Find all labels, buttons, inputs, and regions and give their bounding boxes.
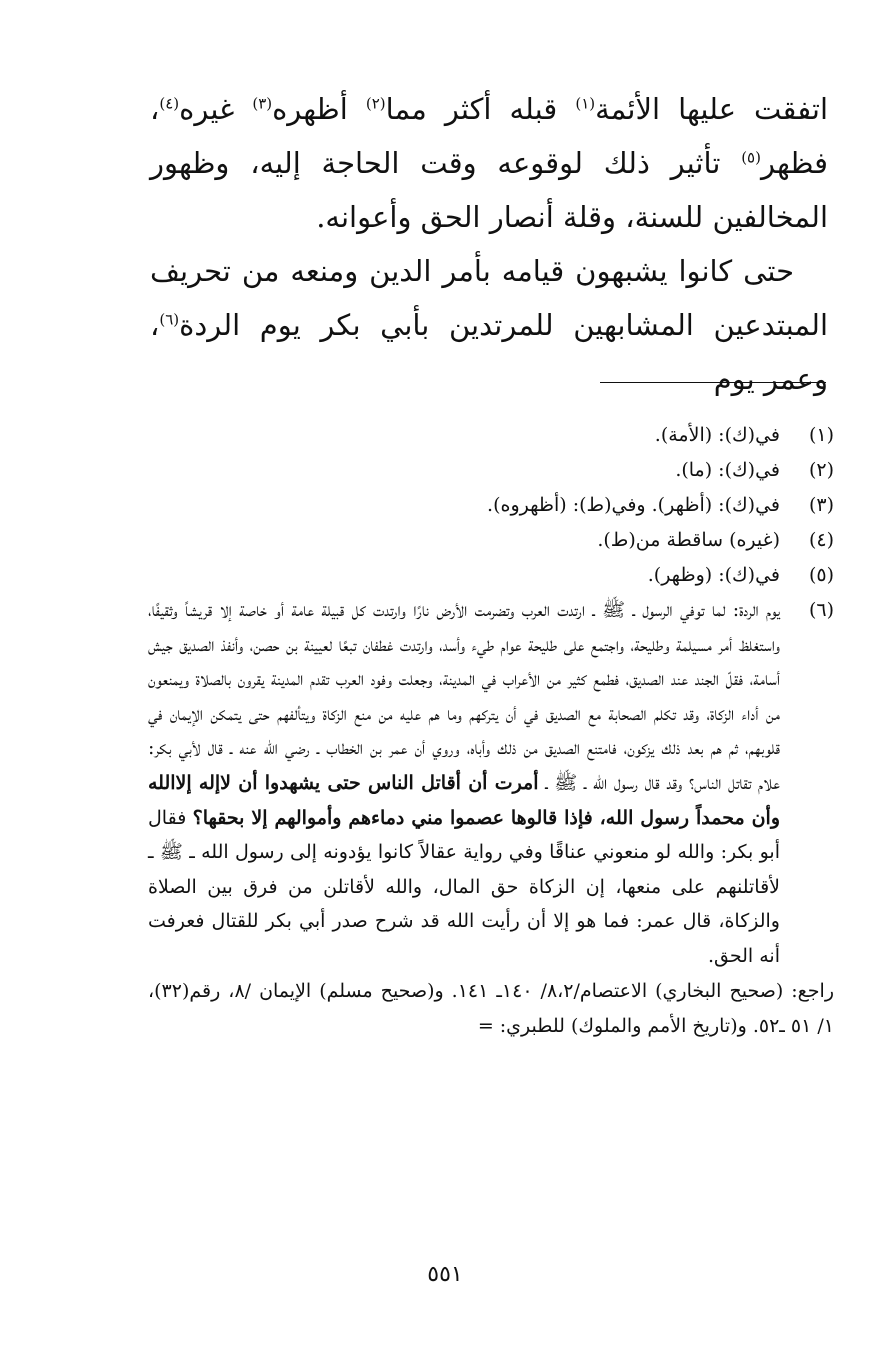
footnote-text: (غيره) ساقطة من(ط). bbox=[597, 529, 780, 551]
text-segment: ، وعمر يوم bbox=[150, 308, 828, 396]
footnote-number: (٣) bbox=[808, 494, 834, 516]
footnote-separator bbox=[600, 382, 826, 383]
footnote-1 bbox=[148, 418, 834, 453]
main-text bbox=[150, 82, 828, 406]
footnote-ref-1[interactable]: (١) bbox=[575, 94, 596, 113]
footnote-ref-6[interactable]: (٦) bbox=[159, 310, 180, 329]
source-reference: راجع: (صحيح البخاري) الاعتصام/٨،٢/ ١٤٠ـ ١٤١. و(صحيح مسلم) الإيمان /٨، رقم(٣٢)، ١/ ٥١ ـ٥٢. و(تاريخ الأمم والملوك) للطبري: = bbox=[148, 979, 834, 1037]
footnote-3 bbox=[148, 488, 834, 523]
footnote-6 bbox=[148, 593, 834, 974]
text-segment: اتفقت عليها الأئمة bbox=[595, 92, 828, 126]
footnotes bbox=[148, 418, 834, 1044]
text-segment: قبله أكثر مما bbox=[385, 92, 576, 126]
text-segment: غيره bbox=[179, 92, 253, 126]
footnote-4 bbox=[148, 523, 834, 558]
footnote-ref-2[interactable]: (٢) bbox=[365, 94, 386, 113]
footnote-number: (١) bbox=[808, 424, 834, 446]
footnote-ref-3[interactable]: (٣) bbox=[252, 94, 273, 113]
text-segment: حتى كانوا يشبهون قيامه بأمر الدين ومنعه من تحريف المبتدعين المشابهين للمرتدين بأبي بكر يوم الردة bbox=[150, 254, 828, 342]
footnote-2 bbox=[148, 453, 834, 488]
hadith-quote: أمرت أن أقاتل الناس حتى يشهدوا أن لاإله إلاالله وأن محمداً رسول الله، فإذا قالوها عصموا مني دماءهم وأموالهم إلا بحقها؟ bbox=[148, 771, 780, 829]
text-segment: تأثير ذلك لوقوعه وقت الحاجة إليه، وظهور المخالفين للسنة، وقلة أنصار الحق وأعوانه. bbox=[150, 146, 828, 234]
footnote-number: (٤) bbox=[808, 529, 834, 551]
footnote-text bbox=[148, 593, 780, 974]
paragraph-1 bbox=[150, 82, 828, 244]
footnote-text-segment: فقال أبو بكر: والله لو منعوني عناقًا وفي رواية عقالاً كانوا يؤدونه إلى رسول الله ـ ﷺ ـ لأقاتلنهم على منعها، إن الزكاة حق المال، والله لأقاتلن من فرق بين الصلاة والزكاة، قال عمر: فما هو إلا أن رأيت الله قد شرح صدر أبي بكر للقتال فعرفت أنه الحق. bbox=[148, 806, 780, 967]
footnote-number: (٦) bbox=[808, 599, 834, 621]
footnote-text-segment: يوم الردة: لما توفي الرسول ـ ﷺ ـ ارتدت العرب وتضرمت الأرض نارًا وارتدت كل قبيلة عامة أو خاصة إلا قريشاً وثقيفًا، واستغلظ أمر مسيلمة وطليحة، واجتمع على طليحة عوام طيء وأسد، وارتدت غطفان تبعًا لعيينة بن حصن، وأنفذ الصديق جيش أسامة، فقلّ الجند عند الصديق، فطمع كثير من الأعراب في المدينة، وجعلت وفود العرب تقدم المدينة يقرون بالصلاة ويمنعون من أداء الزكاة، وقد تكلم الصحابة مع الصديق في أن يتركهم وما هم عليه من منع الزكاة ويتألفهم حتى يتمكن الإيمان في قلوبهم، ثم هم بعد ذلك يزكون، فامتنع الصديق من ذلك وأباه، وروي أن عمر بن الخطاب ـ رضي الله عنه ـ قال لأبي بكر: علام تقاتل الناس؟ وقد قال رسول الله ـ ﷺ ـ bbox=[148, 599, 780, 794]
text-segment: أظهره bbox=[272, 92, 366, 126]
footnote-text: في(ك): (وظهر). bbox=[647, 564, 780, 586]
footnote-5 bbox=[148, 558, 834, 593]
footnote-ref-4[interactable]: (٤) bbox=[159, 94, 180, 113]
footnote-text: في(ك): (أظهر). وفي(ط): (أظهروه). bbox=[487, 494, 780, 516]
footnote-number: (٢) bbox=[808, 459, 834, 481]
footnote-number: (٥) bbox=[808, 564, 834, 586]
footnote-text: في(ك): (الأمة). bbox=[654, 424, 780, 446]
text-segment: ، فظهر bbox=[150, 92, 828, 180]
page-number: ٥٥١ bbox=[427, 1262, 463, 1287]
footnote-text: في(ك): (ما). bbox=[675, 459, 780, 481]
footnote-ref-5[interactable]: (٥) bbox=[741, 148, 761, 167]
